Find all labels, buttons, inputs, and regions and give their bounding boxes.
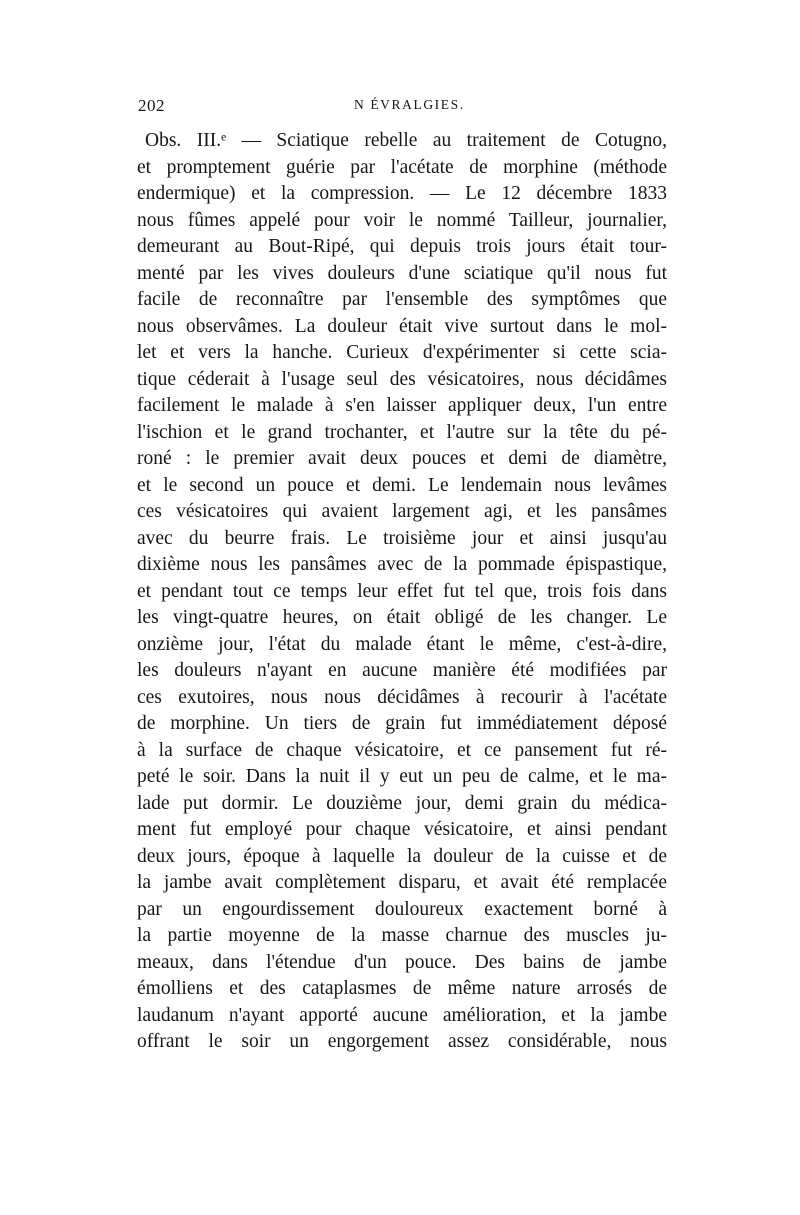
text-line: peté le soir. Dans la nuit il y eut un peu de calme, et le ma- <box>137 766 667 787</box>
text-line: par un engourdissement douloureux exactement borné à <box>137 898 667 920</box>
text-line: onzième jour, l'état du malade étant le même, c'est-à-dire, <box>137 633 667 655</box>
text-line: les vingt-quatre heures, on était obligé de les changer. Le <box>137 607 667 628</box>
text-line: l'ischion et le grand trochanter, et l'autre sur la tête du pé- <box>137 421 667 443</box>
text-line: nous fûmes appelé pour voir le nommé Tailleur, journalier, <box>137 209 667 231</box>
text-line: roné : le premier avait deux pouces et demi de diamètre, <box>137 448 667 469</box>
text-line: demeurant au Bout-Ripé, qui depuis trois jours était tour- <box>137 236 667 257</box>
text-line: à la surface de chaque vésicatoire, et ce pansement fut ré- <box>137 739 667 761</box>
text-line: offrant le soir un engorgement assez considérable, nous <box>137 1031 667 1052</box>
text-line: facilement le malade à s'en laisser appliquer deux, l'un entre <box>137 395 667 416</box>
text-line: tique céderait à l'usage seul des vésicatoires, nous décidâmes <box>137 368 667 390</box>
text-line: la partie moyenne de la masse charnue des muscles ju- <box>137 925 667 946</box>
text-line: laudanum n'ayant apporté aucune amélioration, et la jambe <box>137 1004 667 1026</box>
running-head <box>138 96 666 120</box>
text-line: et pendant tout ce temps leur effet fut tel que, trois fois dans <box>137 580 667 602</box>
text-line: la jambe avait complètement disparu, et avait été remplacée <box>137 872 667 893</box>
body-text <box>137 128 667 1056</box>
text-line: lade put dormir. Le douzième jour, demi grain du médica- <box>137 792 667 814</box>
text-line: les douleurs n'ayant en aucune manière été modifiées par <box>137 660 667 681</box>
text-line: let et vers la hanche. Curieux d'expérimenter si cette scia- <box>137 342 667 363</box>
text-line: avec du beurre frais. Le troisième jour et ainsi jusqu'au <box>137 527 667 549</box>
text-line: menté par les vives douleurs d'une sciatique qu'il nous fut <box>137 262 667 284</box>
text-line: ces vésicatoires qui avaient largement agi, et les pansâmes <box>137 501 667 522</box>
text-line: meaux, dans l'étendue d'un pouce. Des bains de jambe <box>137 951 667 973</box>
running-title: N ÉVRALGIES. <box>354 97 465 112</box>
text-line: ces exutoires, nous nous décidâmes à recourir à l'acétate <box>137 686 667 708</box>
text-line: endermique) et la compression. — Le 12 décembre 1833 <box>137 183 667 204</box>
text-line: Obs. III.ᵉ — Sciatique rebelle au traitement de Cotugno, <box>145 130 667 151</box>
text-line: dixième nous les pansâmes avec de la pommade épispastique, <box>137 554 667 575</box>
text-line: et promptement guérie par l'acétate de morphine (méthode <box>137 156 667 178</box>
text-line: nous observâmes. La douleur était vive surtout dans le mol- <box>137 315 667 337</box>
text-line: de morphine. Un tiers de grain fut immédiatement déposé <box>137 713 667 734</box>
text-line: deux jours, époque à laquelle la douleur de la cuisse et de <box>137 845 667 867</box>
text-line: émolliens et des cataplasmes de même nature arrosés de <box>137 978 667 999</box>
text-line: et le second un pouce et demi. Le lendemain nous levâmes <box>137 474 667 496</box>
text-line: facile de reconnaître par l'ensemble des symptômes que <box>137 289 667 310</box>
text-line: ment fut employé pour chaque vésicatoire, et ainsi pendant <box>137 819 667 840</box>
page-number: 202 <box>138 96 165 115</box>
